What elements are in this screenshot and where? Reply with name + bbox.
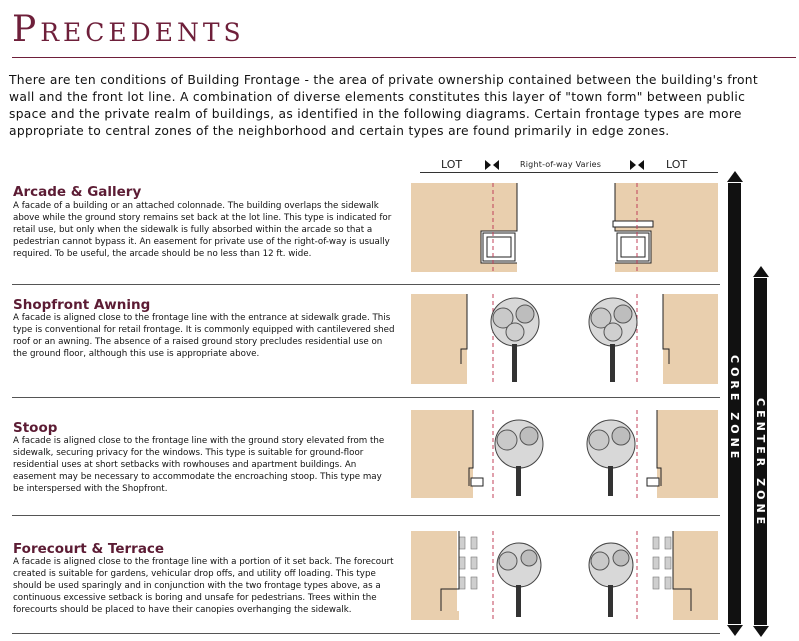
- section-text-shopfront: A facade is aligned close to the frontage line with the entrance at sidewalk grade. This type is conventional for retail frontage. It is commonly equipped with cantilevered shed roof or an awning. The absence of a raised ground story precludes residential use on the ground floor, although this use is appropriate above.: [13, 313, 395, 359]
- section-title-arcade: Arcade & Gallery: [13, 184, 142, 200]
- tree-icon: [589, 543, 633, 617]
- tree-icon: [587, 420, 635, 496]
- axis-baseline: [420, 172, 718, 173]
- tree-icon: [491, 298, 539, 382]
- core-zone-arrow-down-icon: [727, 625, 743, 637]
- section-text-arcade: A facade of a building or an attached colonnade. The building overlaps the sidewalk above while the ground story remains set back at the lot line. This type is indicated for retail use, but only when the sidewalk is fully absorbed within the arcade so that a pedestrian cannot bypass it. An easement for private use of the right-of-way is usually required. To be useful, the arcade should be no less than 12 ft. wide.: [13, 201, 392, 259]
- section-title-shopfront: Shopfront Awning: [13, 297, 151, 313]
- core-zone-arrow-up-icon: [727, 171, 743, 183]
- tree-icon: [497, 543, 541, 617]
- section-text-stoop: A facade is aligned close to the frontage line with the ground story elevated from the sidewalk, securing privacy for the windows. This type is suitable for ground-floor residential uses at short setbacks with rowhouses and apartment buildings. An easement may be necessary to accommodate the encroaching stoop. This type may be interspersed with the Shopfront.: [13, 436, 385, 494]
- intro-paragraph: There are ten conditions of Building Frontage - the area of private ownership contained between the building's front wall and the front lot line. A combination of diverse elements constitutes this layer of "town form" between public space and the private realm of buildings, as identified in the following diagrams. Certain frontage types are more appropriate to central zones of the neighborhood and certain types are found primarily in edge zones.: [9, 73, 758, 138]
- forecourt-diagram: [411, 531, 718, 620]
- center-zone-arrow-down-icon: [753, 626, 769, 638]
- center-zone-label: CENTER ZONE: [754, 398, 767, 529]
- section-divider: [12, 284, 720, 285]
- axis-lot-left-label: LOT: [441, 158, 463, 171]
- title-divider: [12, 57, 796, 58]
- center-zone-arrow-up-icon: [753, 266, 769, 278]
- tree-icon: [495, 420, 543, 496]
- core-zone-label: CORE ZONE: [728, 355, 741, 463]
- bowtie-left-icon: [485, 160, 499, 170]
- tree-icon: [589, 298, 637, 382]
- page-title: Precedents: [12, 9, 245, 50]
- section-text-forecourt: A facade is aligned close to the frontage line with a portion of it set back. The forecourt created is suitable for gardens, vehicular drop offs, and utility off loading. This type should be used sparingly and in conjunction with the two frontage types above, as a continuous excessive setback is boring and unsafe for pedestrians. Trees within the forecourts should be placed to have their canopies overhanging the sidewalk.: [13, 557, 394, 615]
- section-divider: [12, 633, 720, 634]
- bowtie-right-icon: [630, 160, 644, 170]
- section-title-stoop: Stoop: [13, 420, 58, 436]
- axis-row-label: Right-of-way Varies: [520, 160, 602, 169]
- section-title-forecourt: Forecourt & Terrace: [13, 541, 165, 557]
- arcade-diagram: [411, 183, 718, 272]
- shopfront-diagram: [411, 294, 718, 384]
- section-divider: [12, 515, 720, 516]
- axis-lot-right-label: LOT: [666, 158, 688, 171]
- section-divider: [12, 397, 720, 398]
- stoop-diagram: [411, 410, 718, 498]
